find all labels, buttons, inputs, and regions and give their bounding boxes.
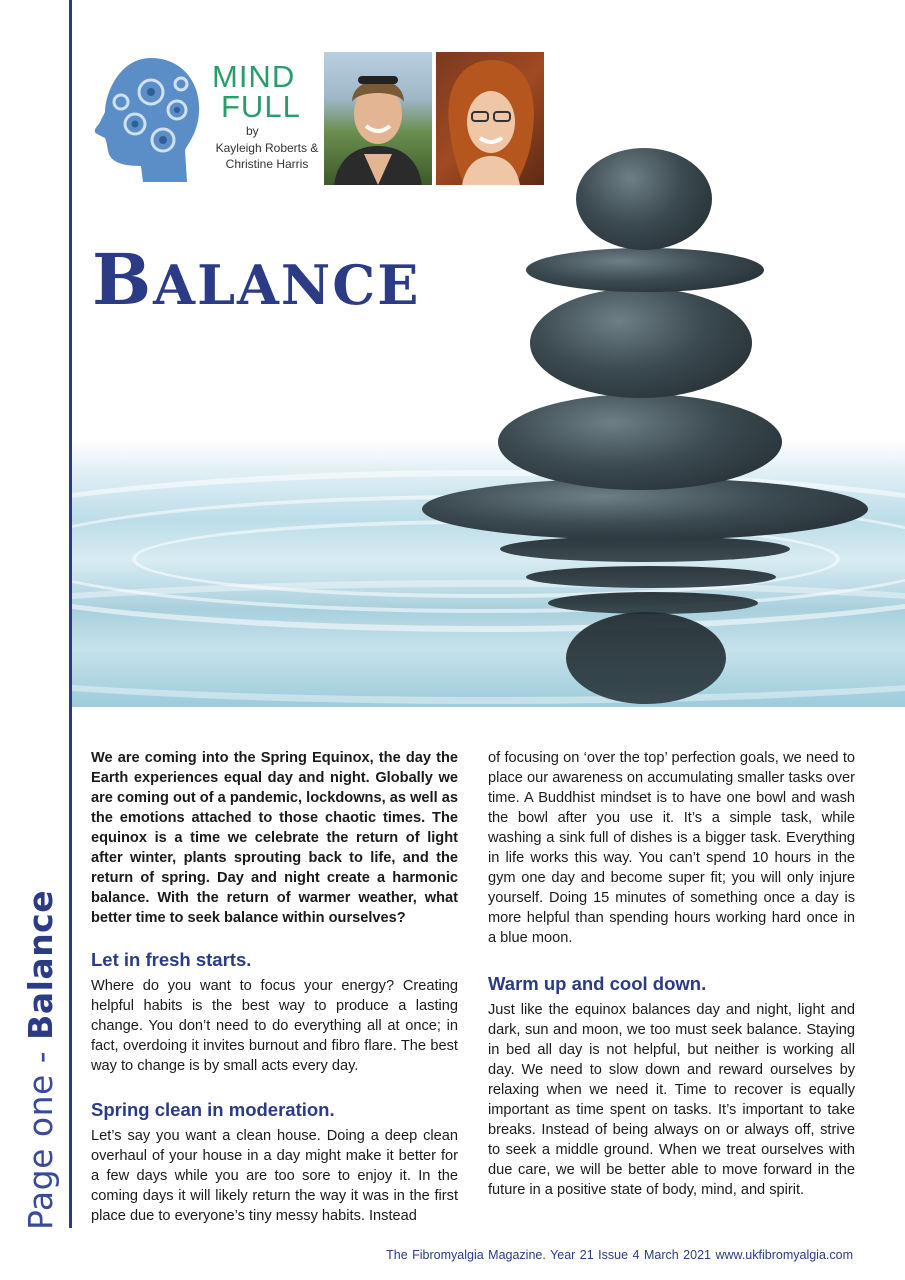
title-rest: ALANCE [153,253,421,317]
heading-fresh-starts: Let in fresh starts. [91,949,252,970]
side-label-text [21,890,60,1230]
logo-by-text: by [246,124,259,138]
portrait-illustration-2 [436,52,544,185]
heading-spring-clean: Spring clean in moderation. [91,1099,335,1120]
side-page-label [16,889,66,1230]
author-photo-kayleigh [324,52,432,185]
logo-authors: Kayleigh Roberts & Christine Harris [215,141,319,171]
side-label-prefix: Page one - [21,1039,60,1230]
author-photo-christine [436,52,544,185]
logo-full-text: FULL [221,89,301,124]
mind-full-logo [91,54,319,186]
fresh-starts-body: Where do you want to focus your energy? Creating helpful habits is the best way to produce a lasting change. You don’t need to do everything all at once; in fact, overdoing it invites burnout and fibro flare. The best way to change is by small acts every day. [91,978,458,1074]
portrait-illustration-1 [324,52,432,185]
spring-clean-body: Let’s say you want a clean house. Doing a deep clean overhaul of your house in a day might make it better for a few days while you are too sore to enjoy it. In the coming days it will likely return the way it was in the first place due to everyone’s tiny messy habits. Instead [91,1128,458,1224]
right-column [488,748,855,1200]
logo-mind-text: MIND [212,59,296,94]
title-cap: B [92,238,154,321]
gear-head-icon [91,54,203,186]
page-footer: The Fibromyalgia Magazine. Year 21 Issue 4 March 2021 www.ukfibromyalgia.com [386,1248,853,1262]
left-column [91,748,458,1226]
side-label-bold: Balance [21,889,60,1040]
heading-warm-up: Warm up and cool down. [488,973,707,994]
intro-paragraph: We are coming into the Spring Equinox, the day the Earth experiences equal day and night. Globally we are coming out of a pandemic, lockdowns, as well as the emotions attached to those chaotic times. The equinox is a time we celebrate the return of light after winter, plants sprouting back to life, and the return of spring. Day and night create a harmonic balance. With the return of warmer weather, what better time to seek balance within ourselves? [91,750,458,926]
page-title [92,238,420,321]
warm-up-body: Just like the equinox balances day and night, light and dark, sun and moon, we too must seek balance. Staying in bed all day is not helpful, but neither is working all day. We need to slow down and reward ourselves by relaxing when we need it. Time to recover is equally important as time spent on tasks. It’s important to take breaks. Instead of being always on or always off, strive to seek a middle ground. When we treat ourselves with due care, we will be better able to move forward in the future in a positive state of body, mind, and spirit. [488,1002,855,1198]
continued-paragraph: of focusing on ‘over the top’ perfection goals, we need to place our awareness on accumulating smaller tasks over time. A Buddhist mindset is to have one bowl and wash the bowl after you use it. It’s a simple task, while washing a sink full of dishes is a bigger task. Everything in life works this way. You can’t spend 10 hours in the gym one day and become super fit; you will only injure yourself. Doing 15 minutes of something once a day is more helpful than spending hours working hard once in a blue moon. [488,750,855,946]
